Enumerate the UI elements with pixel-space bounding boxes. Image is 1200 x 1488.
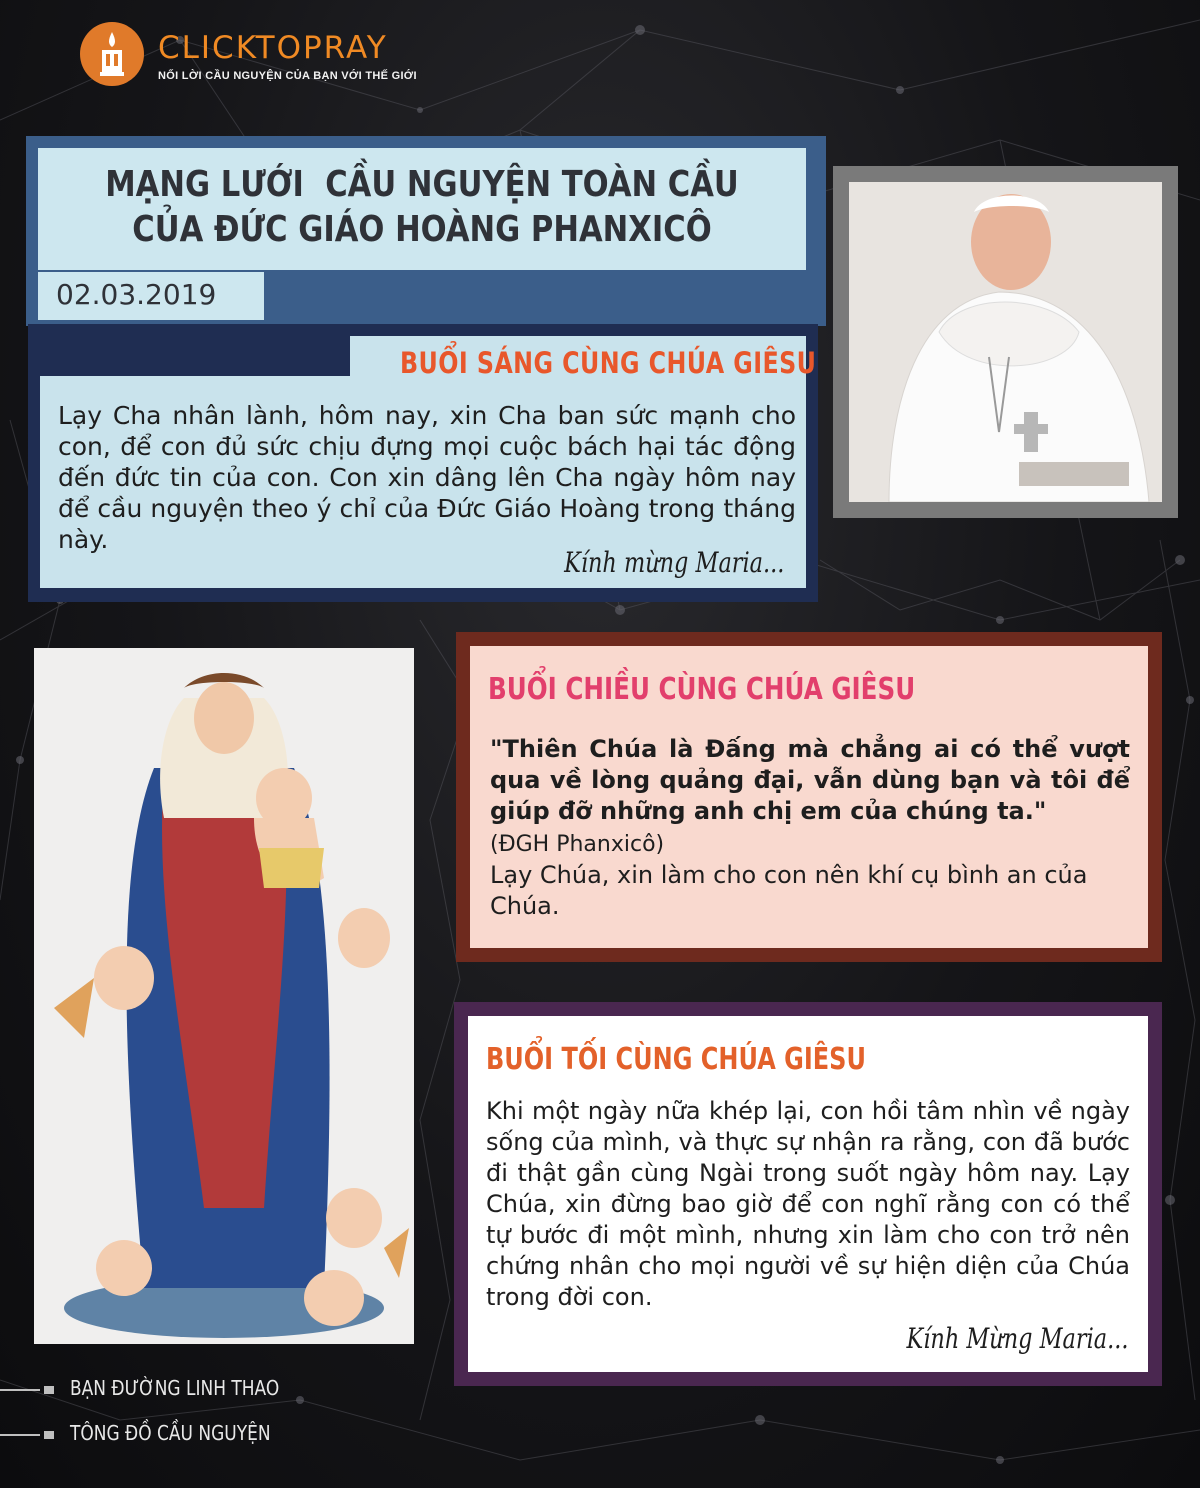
brand-name: CLICKTOPRAY xyxy=(158,30,388,66)
footer-bạn-duong-linh-thao: BẠN ĐƯỜNG LINH THAO xyxy=(70,1376,280,1400)
candle-icon xyxy=(80,22,144,86)
morning-prayer: Lạy Cha nhân lành, hôm nay, xin Cha ban sức mạnh cho con, để con đủ sức chịu đựng mọi cuộc bách hại tác động đến đức tin của con. Con xin dâng lên Cha ngày hôm nay để cầu nguyện theo ý chỉ của Đức Giáo Hoàng trong tháng này. xyxy=(58,401,796,554)
title-line-2: CỦA ĐỨC GIÁO HOÀNG PHANXICÔ xyxy=(132,209,712,250)
mary-statue-illustration xyxy=(34,648,414,1344)
footer-marker-2 xyxy=(44,1431,54,1439)
page-title xyxy=(96,162,749,252)
date-label: 02.03.2019 xyxy=(56,278,217,311)
pope-figure-illustration xyxy=(849,182,1162,502)
evening-closing: Kính Mừng Maria... xyxy=(906,1322,1128,1355)
footer-line-1 xyxy=(0,1389,40,1391)
evening-heading: BUỔI TỐI CÙNG CHÚA GIÊSU xyxy=(486,1042,866,1077)
clicktopray-logo xyxy=(80,22,144,86)
afternoon-attribution: (ĐGH Phanxicô) xyxy=(490,832,665,857)
afternoon-heading: BUỔI CHIỀU CÙNG CHÚA GIÊSU xyxy=(488,672,916,707)
footer-tong-do-cau-nguyen: TÔNG ĐỒ CẦU NGUYỆN xyxy=(70,1421,271,1445)
morning-closing: Kính mừng Maria... xyxy=(563,546,784,579)
footer-line-2 xyxy=(0,1434,40,1436)
morning-heading: BUỔI SÁNG CÙNG CHÚA GIÊSU xyxy=(400,346,817,380)
brand-tagline: NỐI LỜI CẦU NGUYỆN CỦA BẠN VỚI THẾ GIỚI xyxy=(158,70,417,82)
evening-prayer: Khi một ngày nữa khép lại, con hồi tâm nhìn về ngày sống của mình, và thực sự nhận ra rằng, con đã bước đi thật gần cùng Ngài trong suốt ngày hôm nay. Lạy Chúa, xin đừng bao giờ để con nghĩ rằng con có thể tự bước đi một mình, nhưng xin làm cho con trở nên chứng nhân cho mọi người về sự hiện diện của Chúa trong đời con. xyxy=(486,1097,1130,1311)
title-line-1: MẠNG LƯỚI CẦU NGUYỆN TOÀN CẦU xyxy=(105,164,739,205)
footer-marker-1 xyxy=(44,1386,54,1394)
afternoon-prayer: Lạy Chúa, xin làm cho con nên khí cụ bình an của Chúa. xyxy=(490,861,1088,920)
mary-statue-image xyxy=(34,648,414,1344)
afternoon-quote: "Thiên Chúa là Đấng mà chẳng ai có thể vượt qua về lòng quảng đại, vẫn dùng bạn và tôi để giúp đỡ những anh chị em của chúng ta." xyxy=(490,735,1130,825)
pope-photo xyxy=(849,182,1162,502)
